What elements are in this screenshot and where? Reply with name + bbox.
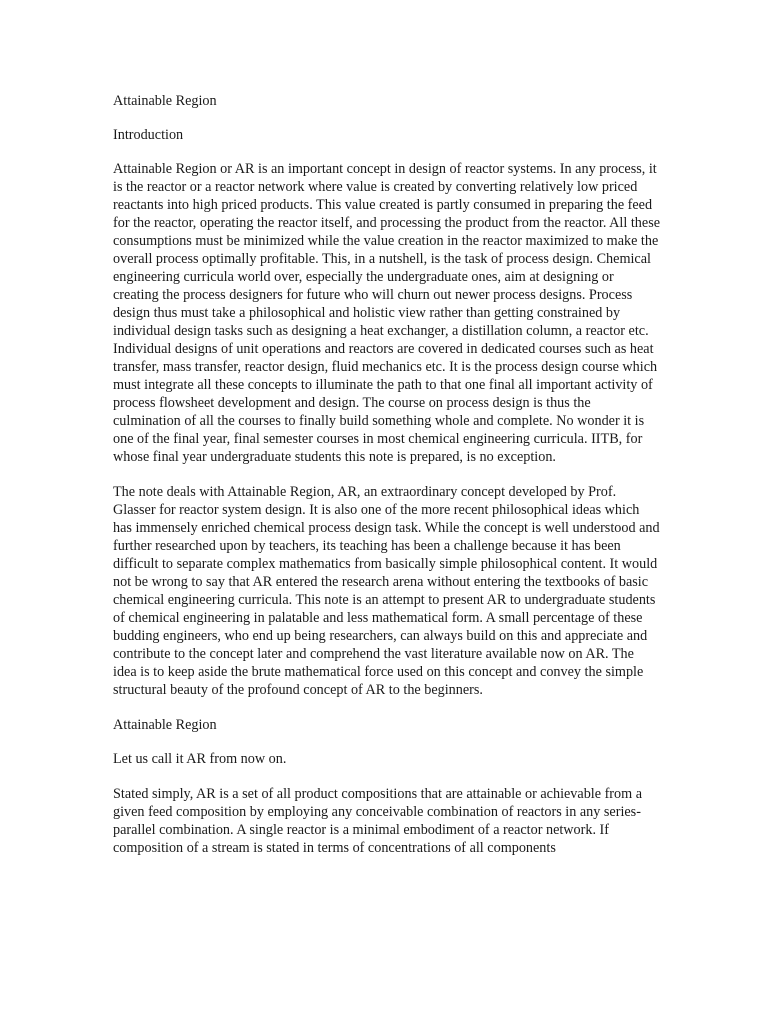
- document-page: [113, 92, 661, 874]
- intro-heading: Introduction: [113, 127, 184, 143]
- paragraph-definition: Stated simply, AR is a set of all product compositions that are attainable or achievable from a given feed composition by employing any conceivable combination of reactors in any series-parallel combination. A single reactor is a minimal embodiment of a reactor network. If composition of a stream is stated in terms of concentrations of all components: [113, 786, 642, 856]
- section-heading: Attainable Region: [113, 717, 217, 733]
- paragraph-call-ar: Let us call it AR from now on.: [113, 751, 287, 767]
- paragraph-intro: Attainable Region or AR is an important concept in design of reactor systems. In any process, it is the reactor or a reactor network where value is created by converting relatively low priced reactants into high priced products. This value created is partly consumed in preparing the feed for the reactor, operating the reactor itself, and processing the product from the reactor. All these consumptions must be minimized while the value creation in the reactor maximized to make the overall process optimally profitable. This, in a nutshell, is the task of process design. Chemical engineering curricula world over, especially the undergraduate ones, aim at designing or creating the process designers for future who will churn out newer process designs. Process design thus must take a philosophical and holistic view rather than getting constrained by individual design tasks such as designing a heat exchanger, a distillation column, a reactor etc. Individual designs of unit operations and reactors are covered in dedicated courses such as heat transfer, mass transfer, reactor design, fluid mechanics etc. It is the process design course which must integrate all these concepts to illuminate the path to that one final all important activity of process flowsheet development and design. The course on process design is thus the culmination of all the courses to finally build something whole and complete. No wonder it is one of the final year, final semester courses in most chemical engineering curricula. IITB, for whose final year undergraduate students this note is prepared, is no exception.: [113, 161, 661, 465]
- paragraph-note: The note deals with Attainable Region, AR, an extraordinary concept developed by Prof. Glasser for reactor system design. It is also one of the more recent philosophical ideas which has immensely enriched chemical process design task. While the concept is well understood and further researched upon by teachers, its teaching has been a challenge because it has been difficult to separate complex mathematics from basically simple philosophical content. It would not be wrong to say that AR entered the research arena without entering the textbooks of basic chemical engineering curricula. This note is an attempt to present AR to undergraduate students of chemical engineering in palatable and less mathematical form. A small percentage of these budding engineers, who end up being researchers, can always build on this and appreciate and contribute to the concept later and comprehend the vast literature available now on AR. The idea is to keep aside the brute mathematical force used on this concept and convey the simple structural beauty of the profound concept of AR to the beginners.: [113, 484, 660, 698]
- document-title: Attainable Region: [113, 93, 217, 109]
